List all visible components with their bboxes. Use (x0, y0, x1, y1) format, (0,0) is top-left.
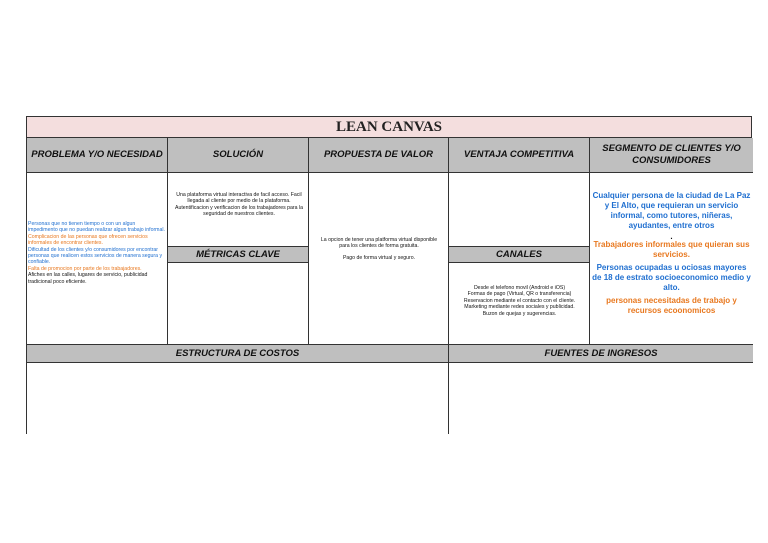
segmento-item: Personas ocupadas u ociosas mayores de 18 de estrato socioeconomico medio y alto. (592, 263, 751, 292)
segmento-item: Cualquier persona de la ciudad de La Paz y El Alto, que requieran un servicio informal, como tutores, niñeras, ayudantes, entre otros (592, 191, 751, 230)
cell-problema (27, 173, 168, 345)
header-ventaja: VENTAJA COMPETITIVA (449, 138, 590, 173)
segmento-list (592, 191, 751, 319)
segmento-item: personas necesitadas de trabajo y recursos ecoonomicos (606, 296, 737, 315)
canales-list (452, 285, 587, 317)
problema-item: Falta de promocion por parte de los trabajadores. (28, 265, 142, 272)
canales-item: Reservacion mediante el contacto con el cliente. (463, 297, 576, 304)
solucion-text: Una plataforma virtual interactiva de facil acceso. Facil llegada al cliente por medio de la plataforma. Autentificacion y verificacion de los trabajadores para la seguridad de nuestros clientes. (174, 192, 304, 218)
header-propuesta: PROPUESTA DE VALOR (309, 138, 449, 173)
cell-solucion (168, 173, 309, 247)
segmento-item: Trabajadores informales que quieran sus servicios. (593, 240, 750, 259)
problema-item: Afiches en las calles, lugares de servicio, publicidad tradicional poco eficiente. (28, 272, 148, 285)
canales-item: Marketing mediante redes sociales y publicidad. (464, 304, 575, 311)
problema-item: Complicacion de las personas que ofrecen servicios informales de encontrar clientes. (28, 233, 148, 247)
canales-item: Formas de pago (Virtual, QR o transferencia) (467, 291, 572, 298)
propuesta-text-1: La opcion de tener una platforma virtual disponible para los clientes de forma gratuita. (320, 237, 438, 250)
cell-metricas (168, 263, 309, 345)
cell-ventaja (449, 173, 590, 247)
header-solucion: SOLUCIÓN (168, 138, 309, 173)
header-metricas: MÉTRICAS CLAVE (168, 247, 309, 263)
problema-item: Personas que no tienen tiempo o con un algun impedimento que no puedan realizar algun trabajo informal. (28, 221, 165, 234)
header-problema: PROBLEMA Y/O NECESIDAD (27, 138, 168, 173)
page-title: LEAN CANVAS (27, 117, 751, 138)
lean-canvas (26, 116, 752, 434)
header-canales: CANALES (449, 247, 590, 263)
cell-segmento (590, 173, 753, 345)
segmento-item: . (670, 232, 673, 241)
cell-canales (449, 263, 590, 345)
header-ingresos: FUENTES DE INGRESOS (449, 345, 753, 363)
canales-item: Buzon de quejas y sugerencias. (482, 310, 557, 317)
problema-list (28, 221, 166, 285)
propuesta-text-2: Pago de forma virtual y seguro. (342, 255, 416, 261)
canales-item: Desde el telefono movil (Android e iOS) (473, 285, 566, 291)
cell-propuesta (309, 173, 449, 345)
header-segmento: SEGMENTO DE CLIENTES Y/O CONSUMIDORES (590, 138, 753, 173)
cell-ingresos (449, 363, 753, 434)
cell-costos (27, 363, 449, 434)
header-costos: ESTRUCTURA DE COSTOS (27, 345, 449, 363)
problema-item: Dificultad de los clientes y/o consumidores por encontrar personas que realicen estos servicios de manera segura y confiable. (28, 246, 163, 266)
